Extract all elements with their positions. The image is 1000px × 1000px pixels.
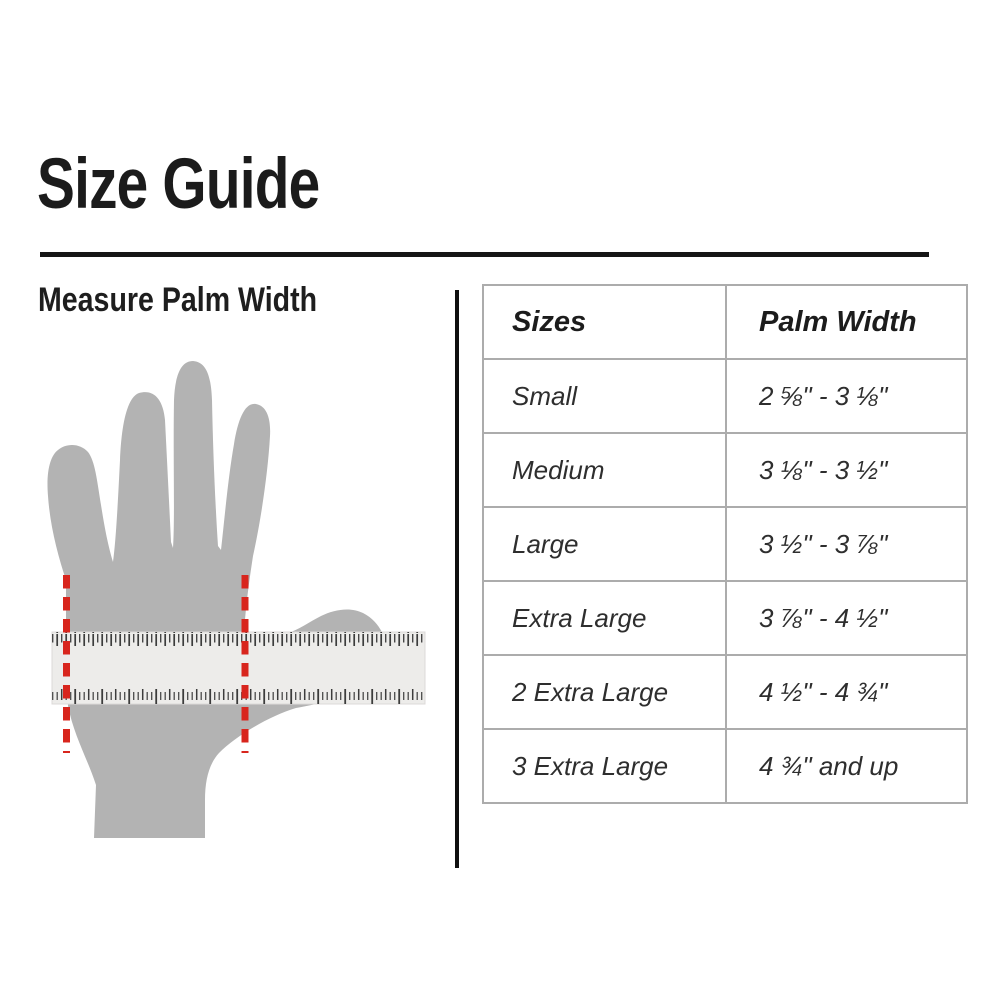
palm-width-cell: 2 ⅝" - 3 ⅛" — [726, 359, 967, 433]
table-row — [483, 433, 967, 507]
size-cell: Small — [483, 359, 726, 433]
hand-illustration — [20, 340, 460, 860]
hand-silhouette-icon — [47, 361, 385, 838]
page-title: Size Guide — [37, 145, 320, 224]
table-row — [483, 729, 967, 803]
palm-width-cell: 3 ⅞" - 4 ½" — [726, 581, 967, 655]
palm-width-cell: 4 ¾" and up — [726, 729, 967, 803]
table-row — [483, 359, 967, 433]
table-row — [483, 507, 967, 581]
size-cell: 3 Extra Large — [483, 729, 726, 803]
ruler-ticks-top-icon — [52, 632, 425, 646]
size-cell: 2 Extra Large — [483, 655, 726, 729]
size-cell: Medium — [483, 433, 726, 507]
section-heading: Measure Palm Width — [38, 281, 318, 319]
table-row — [483, 581, 967, 655]
title-rule — [40, 252, 929, 257]
palm-width-cell: 3 ½" - 3 ⅞" — [726, 507, 967, 581]
ruler-ticks-bottom-icon — [52, 689, 425, 704]
table-row — [483, 655, 967, 729]
palm-width-cell: 3 ⅛" - 3 ½" — [726, 433, 967, 507]
size-table — [482, 284, 968, 804]
column-header-sizes: Sizes — [483, 285, 726, 359]
column-header-palm-width: Palm Width — [726, 285, 967, 359]
size-cell: Large — [483, 507, 726, 581]
table-header-row — [483, 285, 967, 359]
palm-width-cell: 4 ½" - 4 ¾" — [726, 655, 967, 729]
size-cell: Extra Large — [483, 581, 726, 655]
